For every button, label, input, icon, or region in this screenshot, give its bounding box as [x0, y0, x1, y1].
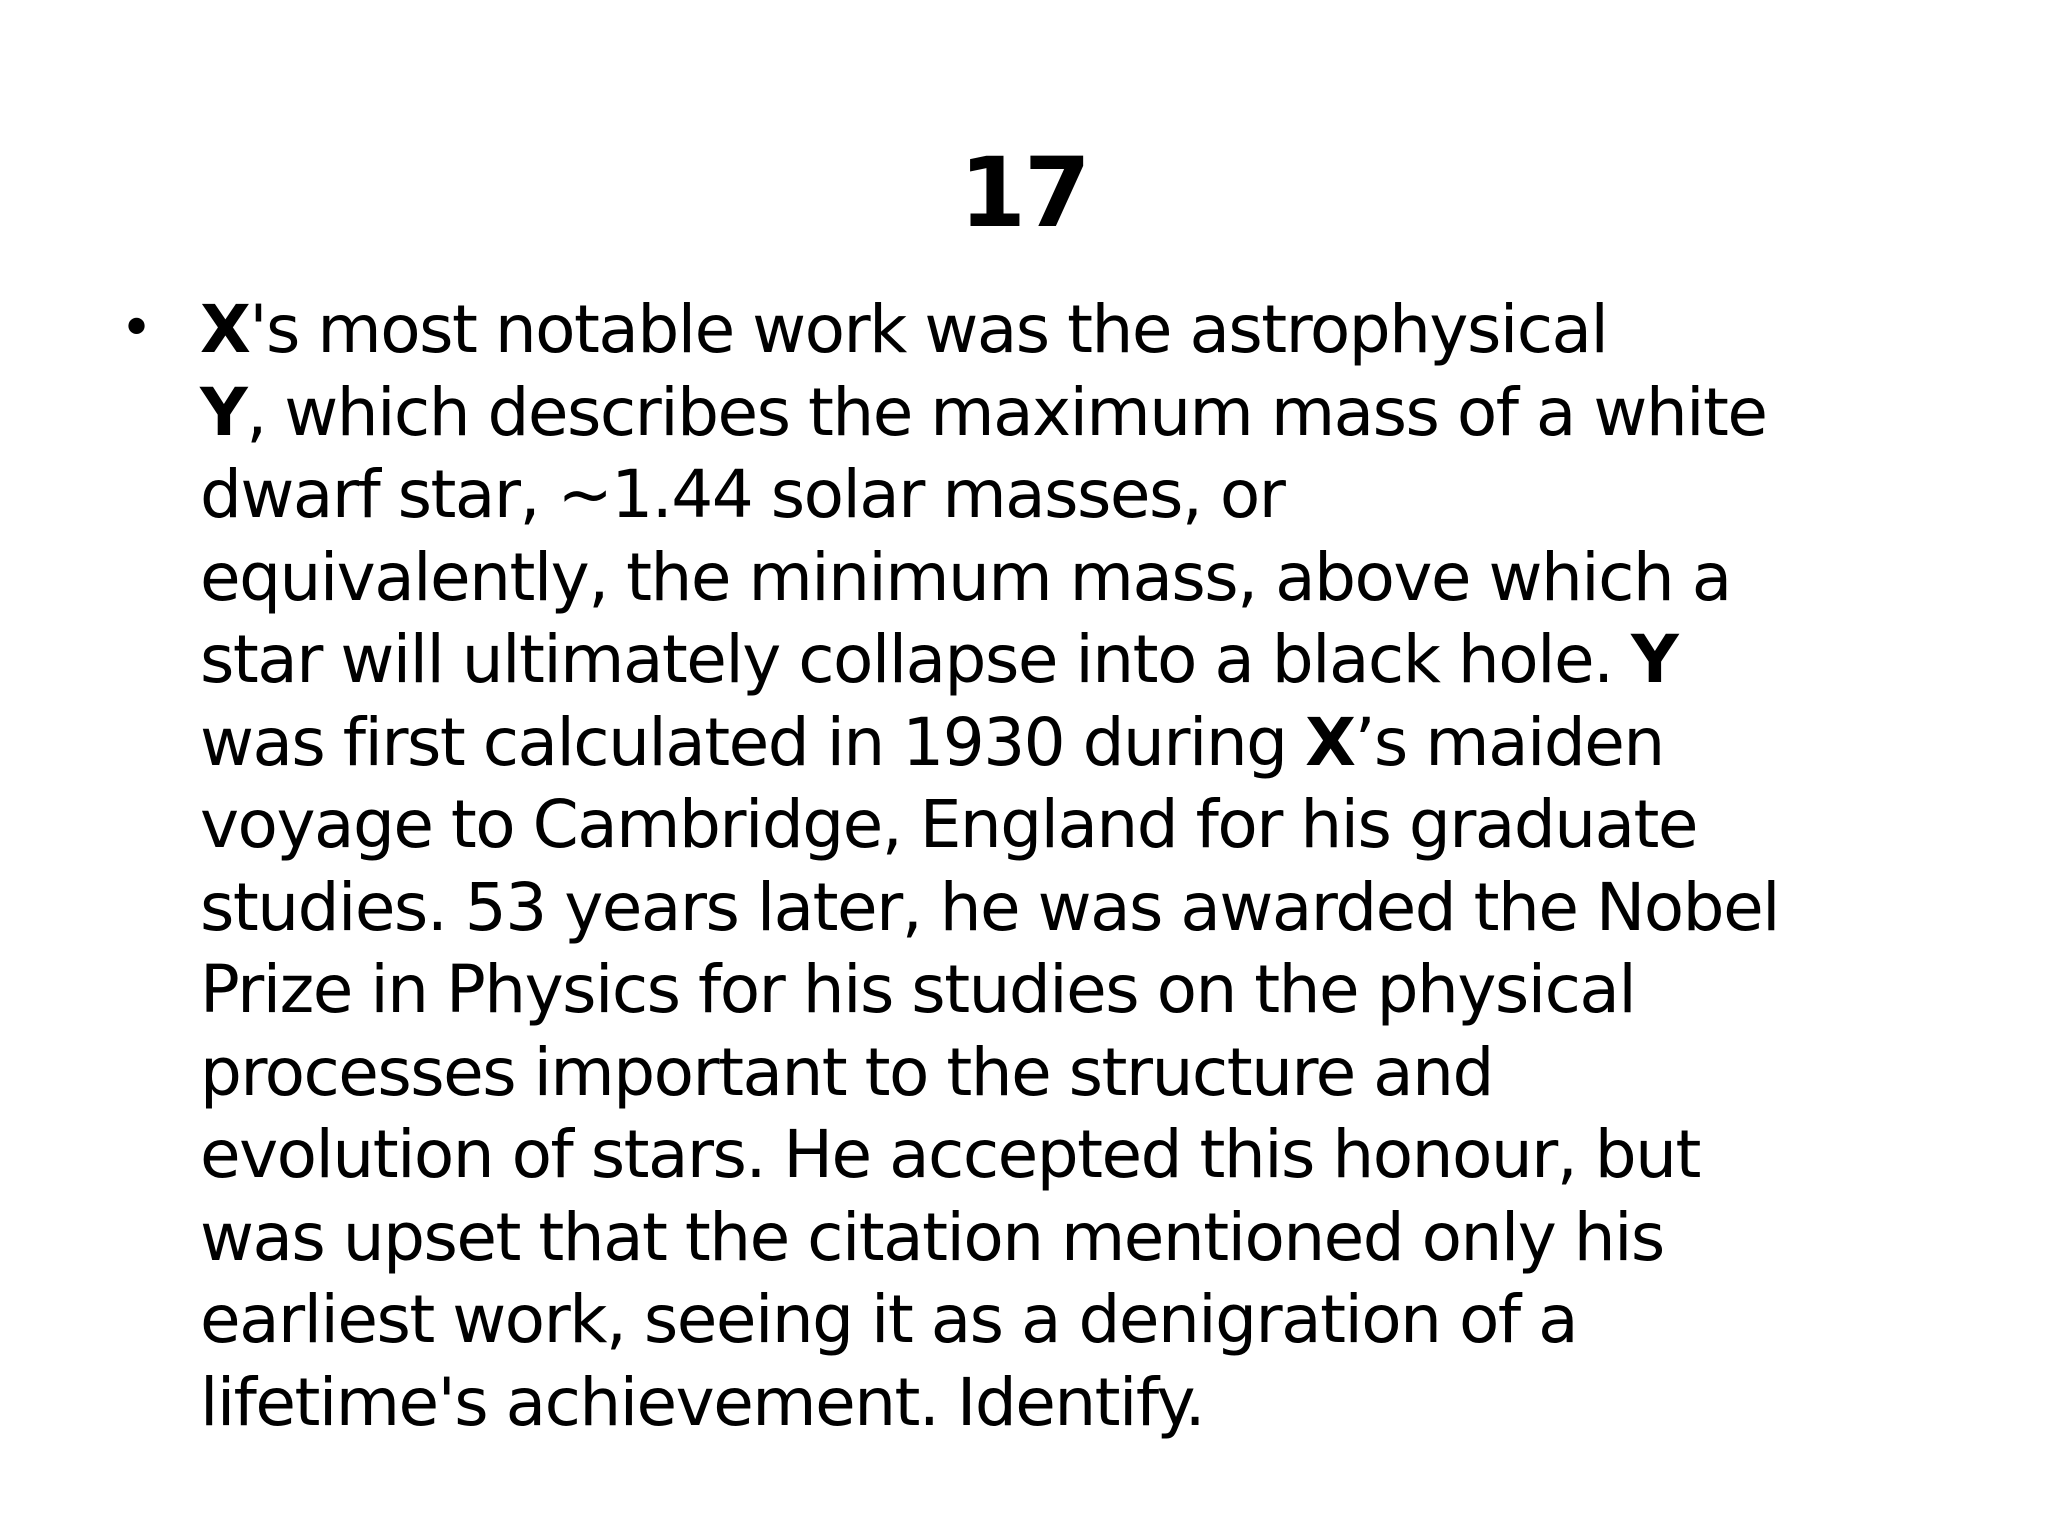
text-line-7: [200, 784, 1960, 867]
text-run: Y: [1631, 621, 1678, 698]
text-line-4: [200, 537, 1960, 620]
text-run: X: [200, 291, 250, 368]
text-run: evolution of stars. He accepted this honour, but: [200, 1116, 1700, 1193]
text-line-5: [200, 619, 1960, 702]
text-line-13: [200, 1279, 1960, 1362]
bullet-marker: •: [120, 296, 154, 361]
text-run: dwarf star, ~1.44 solar masses, or: [200, 456, 1285, 533]
slide-title: 17: [959, 137, 1089, 249]
text-run: X: [1305, 703, 1355, 781]
question-text: [200, 289, 1960, 1444]
text-line-11: [200, 1114, 1960, 1197]
text-run: equivalently, the minimum mass, above which a: [200, 538, 1731, 616]
text-run: lifetime's achievement. Identify.: [200, 1363, 1205, 1441]
text-line-6: [200, 702, 1960, 785]
text-line-2: [200, 372, 1960, 455]
text-run: studies. 53 years later, he was awarded the Nobel: [200, 868, 1780, 946]
text-line-8: [200, 867, 1960, 950]
text-run: star will ultimately collapse into a black hole.: [200, 621, 1632, 698]
text-run: , which describes the maximum mass of a white: [246, 373, 1767, 451]
text-line-9: [200, 949, 1960, 1032]
text-run: earliest work, seeing it as a denigration of a: [200, 1281, 1578, 1358]
text-line-14: [200, 1362, 1960, 1445]
text-run: was upset that the citation mentioned only his: [200, 1198, 1664, 1276]
text-line-10: [200, 1032, 1960, 1115]
text-run: Prize in Physics for his studies on the physical: [200, 951, 1636, 1028]
text-line-1: [200, 289, 1960, 372]
text-run: processes important to the structure and: [200, 1033, 1493, 1111]
text-run: voyage to Cambridge, England for his graduate: [200, 786, 1697, 863]
text-run: ’s maiden: [1354, 703, 1664, 781]
text-run: Y: [200, 373, 247, 451]
text-line-12: [200, 1197, 1960, 1280]
text-line-3: [200, 454, 1960, 537]
text-run: 's most notable work was the astrophysical: [249, 291, 1608, 368]
text-run: was first calculated in 1930 during: [200, 703, 1306, 781]
